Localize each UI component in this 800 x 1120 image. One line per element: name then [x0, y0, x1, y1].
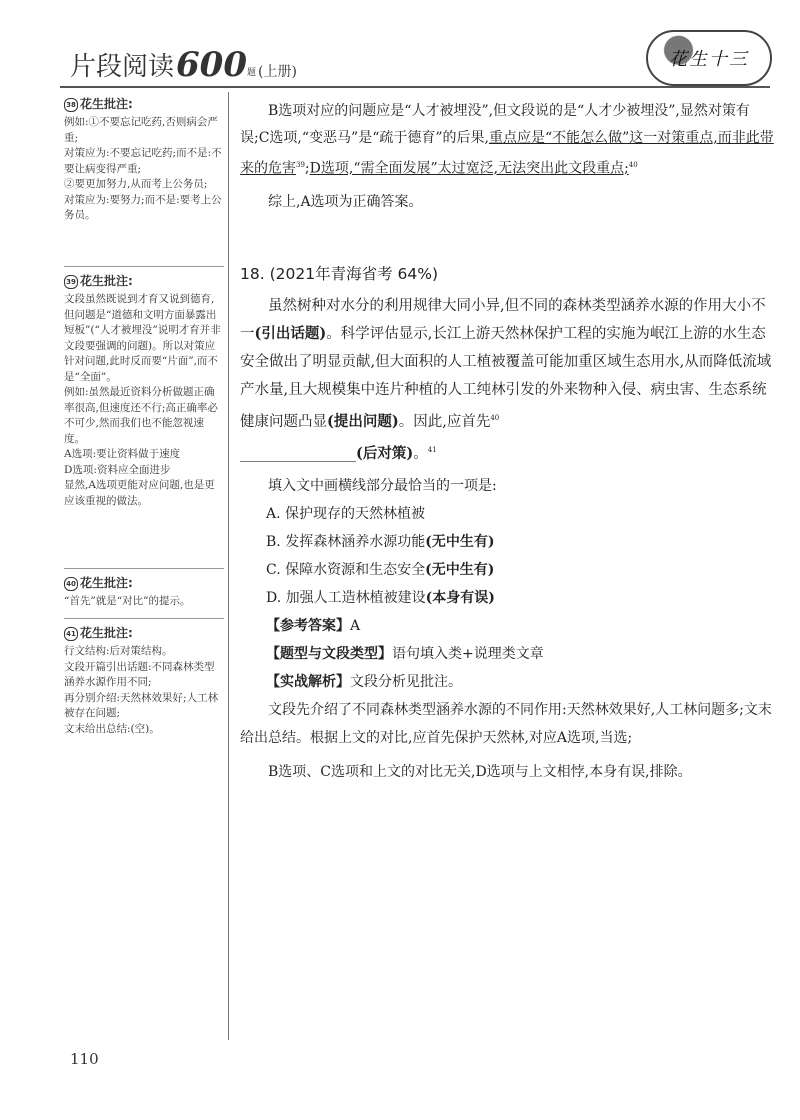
- book-title-suffix: 题: [247, 68, 257, 78]
- sidebar-note-40: [64, 562, 224, 610]
- column-divider: [228, 92, 229, 1040]
- book-title: 片段阅读: [70, 52, 175, 82]
- answer-value: A: [350, 617, 361, 634]
- question-18: [240, 262, 774, 786]
- note-heading: [64, 273, 224, 290]
- note-heading: [64, 625, 224, 642]
- option-b: [240, 528, 774, 556]
- underlined-text: D选项,“需全面发展”太过宽泛,无法突出此文段重点;: [309, 160, 629, 177]
- explanation-paragraph: [240, 98, 774, 183]
- option-d: [240, 584, 774, 612]
- question-passage: [240, 292, 774, 468]
- note-line: 例如:①不要忘记吃药,否则病会严重;: [64, 116, 218, 144]
- note-title: 花生批注:: [80, 626, 133, 640]
- practical-analysis: [240, 668, 774, 696]
- note-title: 花生批注:: [80, 274, 133, 288]
- text-span: 。因此,应首先: [398, 413, 491, 430]
- note-number: 38: [64, 98, 78, 112]
- note-divider: [64, 618, 224, 619]
- note-line: “首先”就是“对比”的提示。: [64, 595, 191, 607]
- note-line: 文段虽然既说到才育又说到德育,但问题是“道德和文明方面暴露出短板”(“人才被埋没”说明才育并非文段要强调的问题)。所以对策应针对问题,此时反而要“片面”,而不是“全面”。: [64, 293, 221, 383]
- note-title: 花生批注:: [80, 576, 133, 590]
- note-line: 对策应为:不要忘记吃药;而不是:不要让病变得严重;: [64, 147, 222, 175]
- option-text: A. 保护现存的天然林植被: [266, 505, 426, 522]
- sidebar-note-38: [64, 96, 224, 224]
- note-title: 花生批注:: [80, 97, 133, 111]
- note-number: 40: [64, 577, 78, 591]
- note-divider: [64, 266, 224, 267]
- note-heading: [64, 96, 224, 113]
- text-span: B选项对应的问题应是“人才被埋没”,但文段说的是“人才少被埋没”,显然对策有误;C选项,“变恶马”是“疏于德育”的后果,: [240, 103, 750, 146]
- question-type: [240, 640, 774, 668]
- note-divider: [64, 568, 224, 569]
- page-number: 110: [70, 1050, 99, 1068]
- question-heading: 18. (2021年青海省考 64%): [240, 265, 438, 283]
- text-span: 虽然树种对水分的利用规律大同小异,但不同的森林类型涵养水源的作用大小不一: [240, 298, 766, 342]
- book-volume: (上册): [258, 64, 297, 80]
- tag-countermeasure: (后对策): [356, 444, 414, 462]
- note-number: 39: [64, 275, 78, 289]
- note-heading: [64, 575, 224, 592]
- note-ref-40: 40: [490, 414, 500, 422]
- note-line: 例如:虽然最近资料分析做题正确率很高,但速度还不行;高正确率必不可少,然而我们也不能忽视速度。: [64, 386, 218, 445]
- sidebar-note-39: [64, 260, 224, 509]
- explanation-paragraph: 文段先介绍了不同森林类型涵养水源的不同作用:天然林效果好,人工林问题多;文末给出总结。根据上文的对比,应首先保护天然林,对应A选项,当选;: [240, 701, 772, 746]
- note-line: D选项:资料应全面进步: [64, 463, 171, 476]
- tag-raise-problem: (提出问题): [327, 412, 399, 430]
- header-rule: [60, 86, 770, 88]
- explanation-paragraph: B选项、C选项和上文的对比无关,D选项与上文相悖,本身有误,排除。: [268, 763, 692, 780]
- note-line: 行文结构:后对策结构。: [64, 645, 173, 657]
- answer-label: 【参考答案】: [266, 617, 350, 634]
- option-c: [240, 556, 774, 584]
- option-a: [240, 500, 774, 528]
- tag-introduce-topic: (引出话题): [254, 325, 327, 342]
- option-text: C. 保障水资源和生态安全: [266, 561, 426, 578]
- text-span: ;: [304, 160, 310, 177]
- note-ref-41: 41: [427, 445, 437, 454]
- text-span: 。: [413, 445, 428, 462]
- note-line: 显然,A选项更能对应问题,也是更应该重视的做法。: [64, 479, 215, 507]
- question-prompt: 填入文中画横线部分最恰当的一项是:: [268, 477, 497, 494]
- previous-explanation: [240, 98, 774, 216]
- option-text: B. 发挥森林涵养水源功能: [266, 533, 426, 550]
- brand-logo-text: 花生十三: [669, 49, 749, 70]
- type-label: 【题型与文段类型】: [266, 645, 392, 662]
- note-line: ②要更加努力,从而考上公务员;: [64, 178, 208, 190]
- note-line: 对策应为:要努力;而不是:要考上公务员。: [64, 193, 222, 221]
- option-note: (无中生有): [425, 561, 495, 578]
- note-number: 41: [64, 627, 78, 641]
- reference-answer: [240, 612, 774, 640]
- note-line: 文末给出总结:(空)。: [64, 722, 160, 735]
- header-title: [70, 42, 297, 85]
- analysis-value: 文段分析见批注。: [350, 673, 462, 690]
- note-line: A选项:要让资料做于速度: [64, 448, 181, 460]
- option-text: D. 加强人工造林植被建设: [266, 589, 426, 606]
- type-value: 语句填入类+说理类文章: [392, 645, 544, 662]
- option-note: (本身有误): [425, 589, 495, 606]
- sidebar-note-41: [64, 612, 224, 737]
- book-title-number: 600: [176, 45, 247, 85]
- note-line: 再分别介绍:天然林效果好;人工林被存在问题;: [64, 691, 219, 719]
- note-ref-40: 40: [628, 161, 638, 169]
- note-line: 文段开篇引出话题:不同森林类型涵养水源作用不同;: [64, 660, 215, 688]
- brand-logo: [646, 30, 772, 86]
- text-span: 。科学评估显示,长江上游天然林保护工程的实施为岷江上游的水生态安全做出了明显贡献,但大面积的人工植被覆盖可能加重区域生态用水,从而降低流域产水量,且大规模集中连片种植的人工纯林引发的外来物种入侵、病虫害、生态系统健康问题凸显: [240, 326, 772, 430]
- conclusion-paragraph: 综上,A选项为正确答案。: [268, 193, 423, 210]
- analysis-label: 【实战解析】: [266, 673, 350, 690]
- note-ref-39: 39: [296, 161, 305, 169]
- answer-blank: ________________: [240, 445, 356, 462]
- option-note: (无中生有): [425, 533, 495, 550]
- underlined-text: 重点应是“不能怎么做”这一对策重点,而非此带来的危害: [240, 130, 774, 177]
